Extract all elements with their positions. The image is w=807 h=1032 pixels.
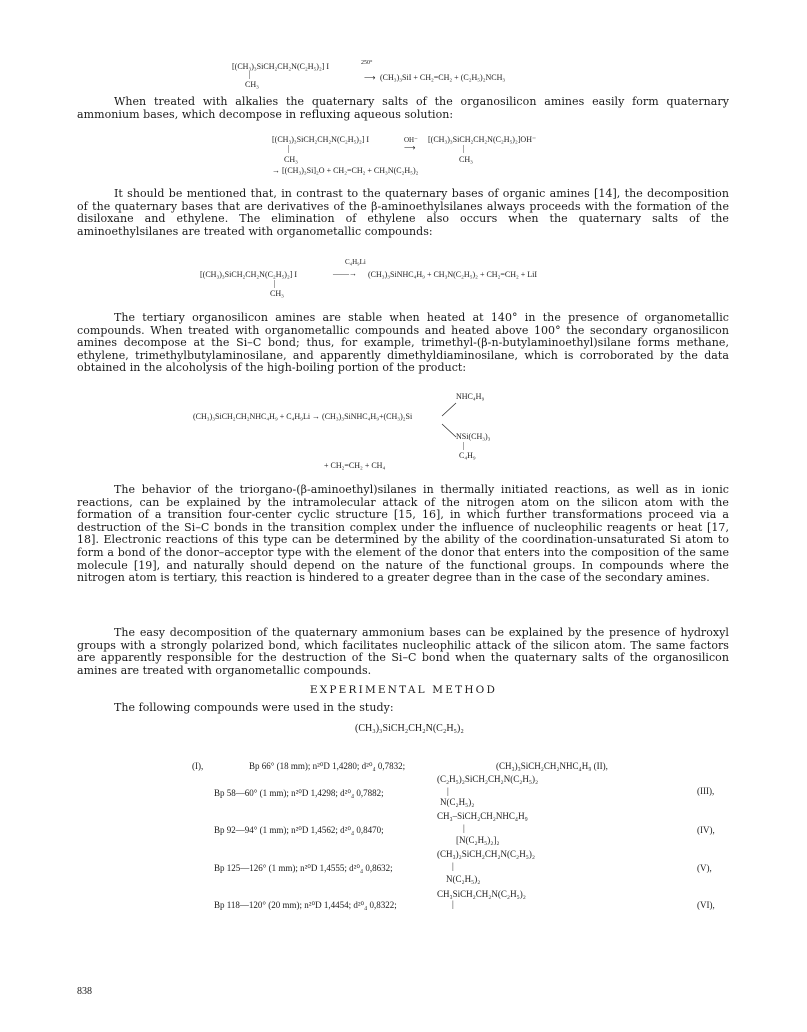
eq1-branch: CH₃ [245,80,259,89]
compound-4-branch: [N(C₂H₅)₂]₂ [456,835,500,845]
eq2-arrow: ⟶ [404,143,416,152]
eq1-bond: | [249,70,251,79]
eq2-products: → [(CH₃)₃Si]₂O + CH₂=CH₂ + CH₃N(C₂H₅)₂ [272,166,419,175]
eq4-branch: C₄H₉ [459,451,476,460]
page-number: 838 [77,986,92,997]
compound-4-label: (IV), [697,825,715,835]
eq2-bond-left: | [288,144,290,153]
eq4-bond: | [463,441,465,450]
compound-5-branch: N(C₂H₅)₂ [446,874,481,884]
paragraph-2: It should be mentioned that, in contrast to the quaternary bases of organic amines [14], the decomposition of the quaternary bases that are derivatives of the β-aminoethylsilanes always proceeds with the formation of the disiloxane and ethylene. The elimination of ethylene also occurs when the quaternary salts of the aminoethylsilanes are treated with organometallic compounds: [77,187,729,238]
compound-6-label: (VI), [697,900,715,910]
compound-4-formula: CH₃–SiCH₂CH₂NHC₄H₉ [437,811,528,821]
eq3-reagent: C₄H₉Li [345,258,366,266]
compound-2-props: Bp 58—60° (1 mm); n²⁰D 1,4298; d²⁰₄ 0,7882; [214,788,384,798]
compound-6-bond: | [452,899,454,909]
paragraph-5: The easy decomposition of the quaternary ammonium bases can be explained by the presence of hydroxyl groups with a strongly polarized bond, which facilitates nucleophilic attack of the silicon atom. The same factors are apparently responsible for the destruction of the Si–C bond when the quaternary salts of the organosilicon amines are treated with organometallic compounds. [77,626,729,677]
eq2-intermediate: [(CH₃)₃SiCH₂CH₂N(C₂H₅)₂]OH⁻ [428,135,537,144]
compound-2: (CH₃)₃SiCH₂CH₂NHC₄H₉ (II), [496,761,608,771]
compound-3-label: (III), [697,786,715,796]
eq2-branch-right: CH₃ [459,155,473,164]
compound-1-label: (I), [192,761,204,771]
compound-5-bond: | [452,861,454,871]
compound-3-bond: | [447,786,449,796]
eq4-tail: + CH₂=CH₂ + CH₄ [324,461,386,470]
compound-4-props: Bp 125—126° (1 mm); n²⁰D 1,4555; d²⁰₄ 0,8632; [214,863,393,873]
compound-1-formula: (CH₃)₃SiCH₂CH₂N(C₂H₅)₂ [355,723,464,734]
compound-3-props: Bp 92—94° (1 mm); n²⁰D 1,4562; d²⁰₄ 0,8470; [214,825,384,835]
compound-3-formula: (C₂H₅)₂SiCH₂CH₂N(C₂H₅)₂ [437,774,539,784]
paragraph-4: The behavior of the triorgano-(β-aminoethyl)silanes in thermally initiated reactions, as well as in ionic reactions, can be explained by the intramolecular attack of the nitrogen atom on the silicon atom with the formation of a transition four-center cyclic structure [15, 16], in which further transformations proceed via a destruction of the Si–C bonds in the transition complex under the influence of nucleophilic reagents or heat [17, 18]. Electronic reactions of this type can be determined by the ability of the coordination-unsaturated Si atom to form a bond of the donor–acceptor type with the element of the donor that enters into the composition of the same molecule [19], and naturally should depend on the nature of the functional groups. In compounds where the nitrogen atom is tertiary, this reaction is hindered to a greater degree than in the case of the secondary amines. [77,483,729,585]
paragraph-6: The following compounds were used in the study: [114,701,394,714]
eq3-reactant: [(CH₃)₃SiCH₂CH₂N(C₂H₅)₂] I [200,270,298,279]
compound-5-label: (V), [697,863,712,873]
eq1-arrow: ⟶ [364,73,376,82]
paragraph-3: The tertiary organosilicon amines are stable when heated at 140° in the presence of organometallic compounds. When treated with organometallic compounds and heated above 100° the secondary organosilicon amines decompose at the Si–C bond; thus, for example, trimethyl-(β-n-butylaminoethyl)silane forms methane, ethylene, trimethylbutylaminosilane, and apparently dimethyldiaminosilane, which is corroborated by the data obtained in the alcoholysis of the high-boiling portion of the product: [77,311,729,375]
eq2-reactant: [(CH₃)₃SiCH₂CH₂N(C₂H₅)₂] I [272,135,370,144]
compound-1-props: Bp 66° (18 mm); n²⁰D 1,4280; d²⁰₄ 0,7832; [249,761,406,771]
section-heading: EXPERIMENTAL METHOD [309,684,498,696]
compound-6-formula: CH₃SiCH₂CH₂N(C₂H₅)₂ [437,889,526,899]
eq3-products: (CH₃)₃SiNHC₄H₉ + CH₃N(C₂H₅)₂ + CH₂=CH₂ + LiI [368,270,538,279]
compound-5-props: Bp 118—120° (20 mm); n²⁰D 1,4454; d²⁰₄ 0,8322; [214,900,397,910]
eq1-reactant: [(CH₃)₃SiCH₂CH₂N(C₂H₅)₂] I [232,62,330,71]
eq3-branch: CH₃ [270,289,284,298]
compound-5-formula: (CH₃)₂SiCH₂CH₂N(C₂H₅)₂ [437,849,535,859]
eq3-arrow: ——→ [333,269,357,278]
eq4-main: (CH₃)₃SiCH₂CH₂NHC₄H₉ + C₄H₉Li → (CH₃)₃SiNHC₄H₉+(CH₃)₂Si [193,412,413,421]
compound-4-bond: | [463,823,465,833]
eq2-bond-right: | [463,144,465,153]
compound-3-branch: N(C₂H₅)₂ [440,797,475,807]
eq1-products: (CH₃)₃SiI + CH₂=CH₂ + (C₂H₅)₂NCH₃ [380,73,506,82]
eq3-bond: | [274,279,276,288]
paragraph-1: When treated with alkalies the quaternary salts of the organosilicon amines easily form quaternary ammonium bases, which decompose in refluxing aqueous solution: [77,95,729,121]
eq2-branch-left: CH₃ [284,155,298,164]
eq1-condition: 250° [361,60,373,66]
eq4-right: NSi(CH₃)₃ [456,432,491,441]
eq2-reagent: OH⁻ [404,136,418,144]
eq4-top: NHC₄H₉ [456,392,485,401]
